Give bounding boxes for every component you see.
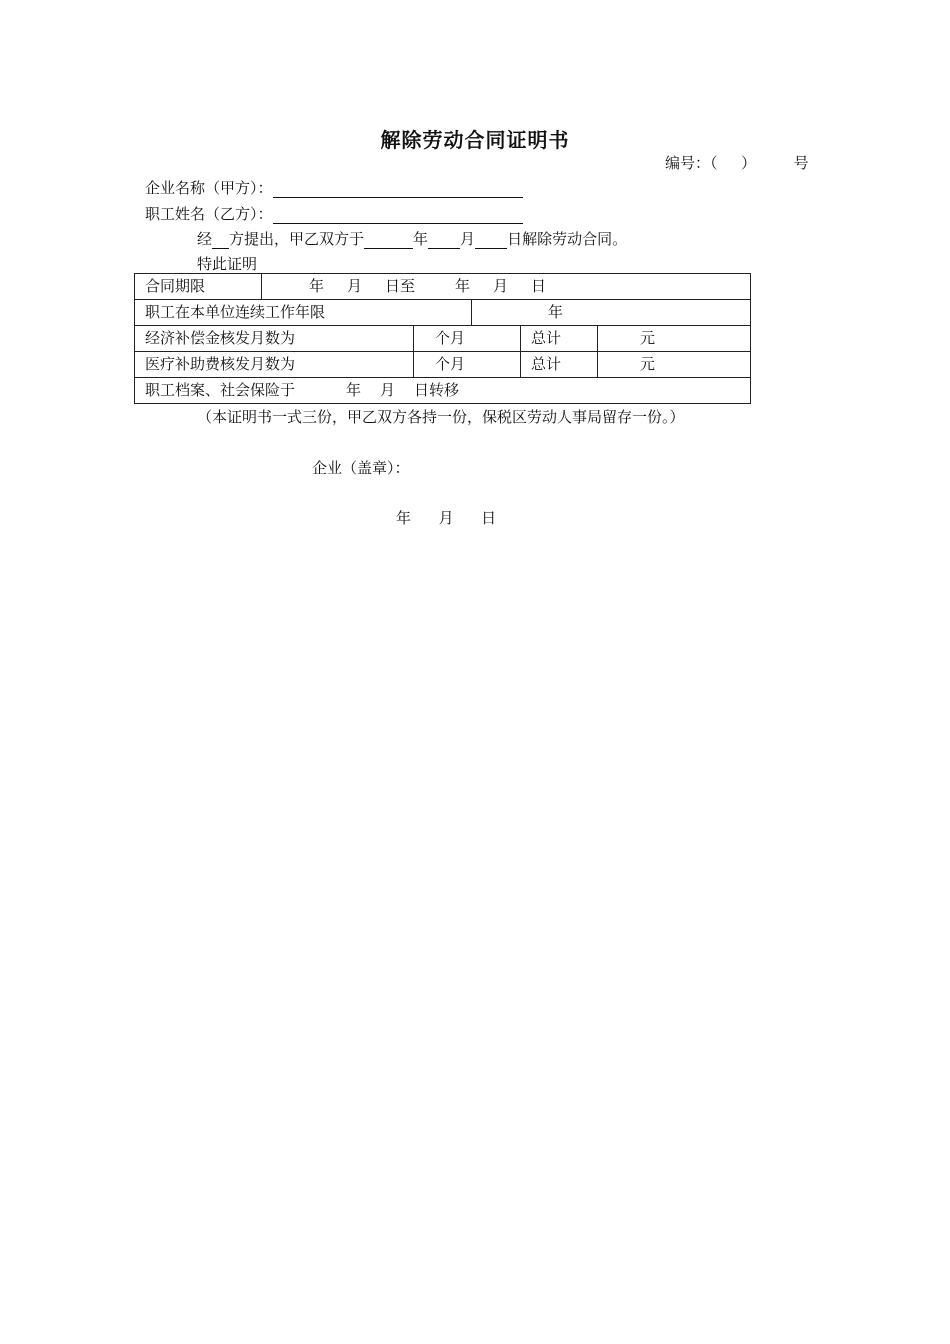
- proposer-blank[interactable]: [212, 231, 229, 249]
- signature-date: [396, 507, 496, 528]
- company-label: 企业名称（甲方）：: [145, 179, 273, 197]
- termination-month-blank[interactable]: [428, 231, 460, 249]
- table-row-compensation: [135, 326, 750, 352]
- copies-note: （本证明书一式三份，甲乙双方各持一份，保税区劳动人事局留存一份。）: [197, 408, 685, 426]
- compensation-months: 个月: [435, 329, 466, 347]
- medical-subsidy-total-label: 总计: [531, 355, 562, 373]
- employee-name-line[interactable]: [273, 206, 523, 224]
- company-name-line[interactable]: [273, 180, 523, 198]
- certify-text: 特此证明: [197, 255, 258, 273]
- contract-end-day: 日: [531, 277, 547, 295]
- table-row-contract-period: [135, 274, 750, 300]
- file-transfer-year: 年: [346, 381, 362, 399]
- proposal-year-text: 年: [413, 230, 429, 248]
- proposal-month-text: 月: [460, 230, 476, 248]
- serial-paren-close: ）: [741, 154, 757, 172]
- contract-end-year: 年: [455, 277, 471, 295]
- compensation-total-label: 总计: [531, 329, 562, 347]
- table-divider: [471, 300, 472, 325]
- proposal-text-1: 经: [197, 230, 213, 248]
- medical-subsidy-currency: 元: [640, 355, 656, 373]
- serial-label: 编号：（: [665, 154, 718, 172]
- table-divider: [597, 352, 598, 377]
- medical-subsidy-months: 个月: [435, 355, 466, 373]
- certificate-table: [134, 273, 751, 404]
- contract-end-month: 月: [493, 277, 509, 295]
- termination-day-blank[interactable]: [475, 231, 507, 249]
- employee-name-field: [145, 203, 523, 224]
- table-divider: [413, 352, 414, 377]
- contract-start-year: 年: [309, 277, 325, 295]
- table-divider: [261, 274, 262, 299]
- proposal-text-2: 方提出，甲乙双方于: [229, 230, 365, 248]
- serial-number: [665, 152, 809, 173]
- file-transfer-day: 日转移: [414, 381, 460, 399]
- table-row-file-transfer: [135, 378, 750, 404]
- compensation-label: 经济补偿金核发月数为: [145, 329, 296, 347]
- medical-subsidy-label: 医疗补助费核发月数为: [145, 355, 296, 373]
- table-divider: [597, 326, 598, 351]
- contract-period-label: 合同期限: [145, 277, 206, 295]
- table-divider: [520, 352, 521, 377]
- table-row-medical-subsidy: [135, 352, 750, 378]
- serial-suffix: 号: [793, 154, 809, 172]
- company-name-field: [145, 177, 523, 198]
- signature-month: 月: [438, 509, 454, 527]
- service-years-label: 职工在本单位连续工作年限: [145, 303, 326, 321]
- company-stamp-label: 企业（盖章）：: [312, 459, 410, 477]
- service-years-unit: 年: [548, 303, 564, 321]
- document-title: 解除劳动合同证明书: [380, 128, 570, 152]
- proposal-day-text: 日解除劳动合同。: [507, 230, 628, 248]
- signature-year: 年: [396, 509, 412, 527]
- proposal-sentence: [197, 228, 627, 249]
- table-divider: [413, 326, 414, 351]
- file-transfer-label: 职工档案、社会保险于: [145, 381, 296, 399]
- table-divider: [520, 326, 521, 351]
- employee-label: 职工姓名（乙方）：: [145, 205, 273, 223]
- contract-start-month: 月: [347, 277, 363, 295]
- termination-year-blank[interactable]: [364, 231, 413, 249]
- file-transfer-month: 月: [380, 381, 396, 399]
- contract-start-day: 日至: [385, 277, 416, 295]
- table-row-service-years: [135, 300, 750, 326]
- compensation-currency: 元: [640, 329, 656, 347]
- signature-day: 日: [481, 509, 497, 527]
